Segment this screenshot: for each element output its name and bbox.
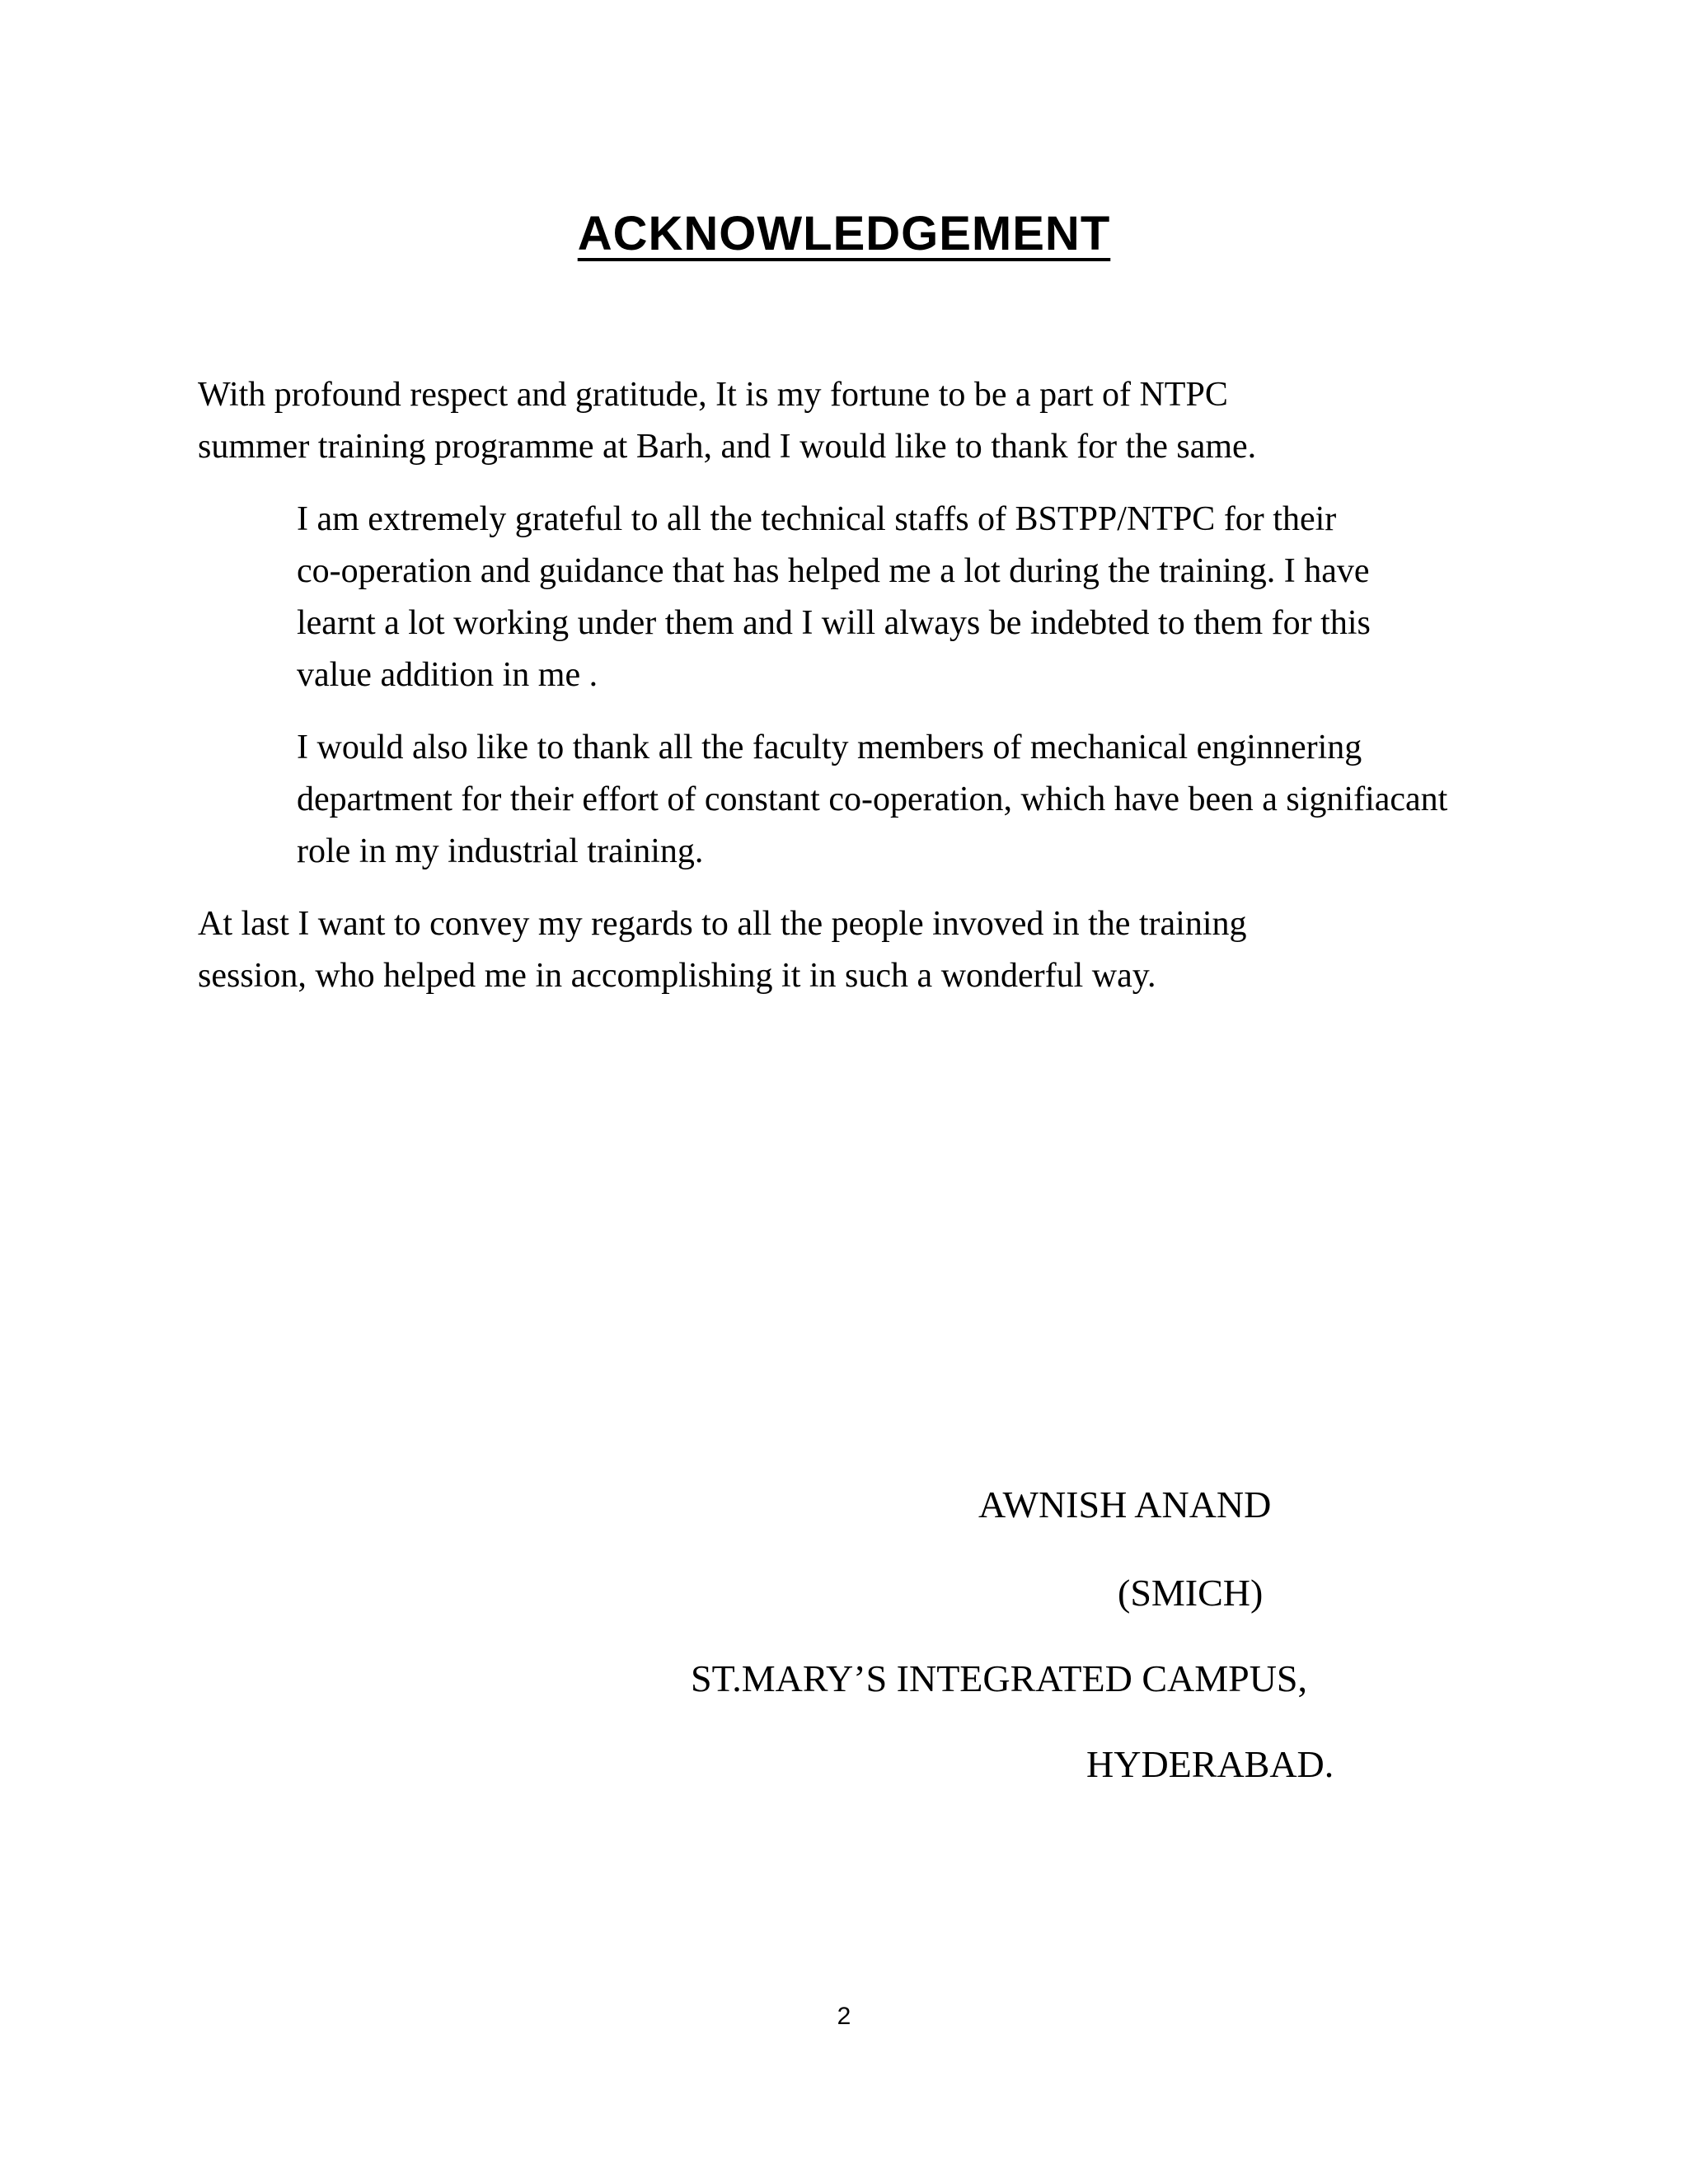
paragraph-closing — [198, 898, 1484, 1002]
text-line: I am extremely grateful to all the technical staffs of BSTPP/NTPC for their — [297, 500, 1337, 538]
paragraph-technical-staff — [198, 494, 1484, 701]
page-number: 2 — [837, 2003, 851, 2030]
text-line: department for their effort of constant co-operation, which have been a signifiacant — [297, 780, 1448, 818]
page-title-text: ACKNOWLEDGEMENT — [577, 207, 1111, 260]
paragraph-faculty — [198, 722, 1484, 878]
text-line: With profound respect and gratitude, It is my fortune to be a part of NTPC — [198, 376, 1228, 414]
text-line: co-operation and guidance that has helped me a lot during the training. I have — [297, 552, 1370, 590]
signature-institution: ST.MARY’S INTEGRATED CAMPUS, — [691, 1657, 1308, 1699]
paragraph-intro — [198, 369, 1484, 473]
acknowledgement-body — [198, 369, 1484, 1023]
signature-city: HYDERABAD. — [1086, 1743, 1334, 1785]
text-line: summer training programme at Barh, and I would like to thank for the same. — [198, 428, 1257, 466]
text-line: At last I want to convey my regards to all the people invoved in the training — [198, 905, 1247, 943]
text-line: value addition in me . — [297, 656, 598, 694]
page-title — [0, 204, 1688, 264]
signature-name: AWNISH ANAND — [978, 1483, 1272, 1526]
text-line: session, who helped me in accomplishing it in such a wonderful way. — [198, 957, 1156, 995]
text-line: learnt a lot working under them and I will always be indebted to them for this — [297, 604, 1371, 642]
text-line: role in my industrial training. — [297, 832, 704, 870]
signature-department: (SMICH) — [1118, 1572, 1264, 1614]
text-line: I would also like to thank all the faculty members of mechanical enginnering — [297, 729, 1362, 766]
